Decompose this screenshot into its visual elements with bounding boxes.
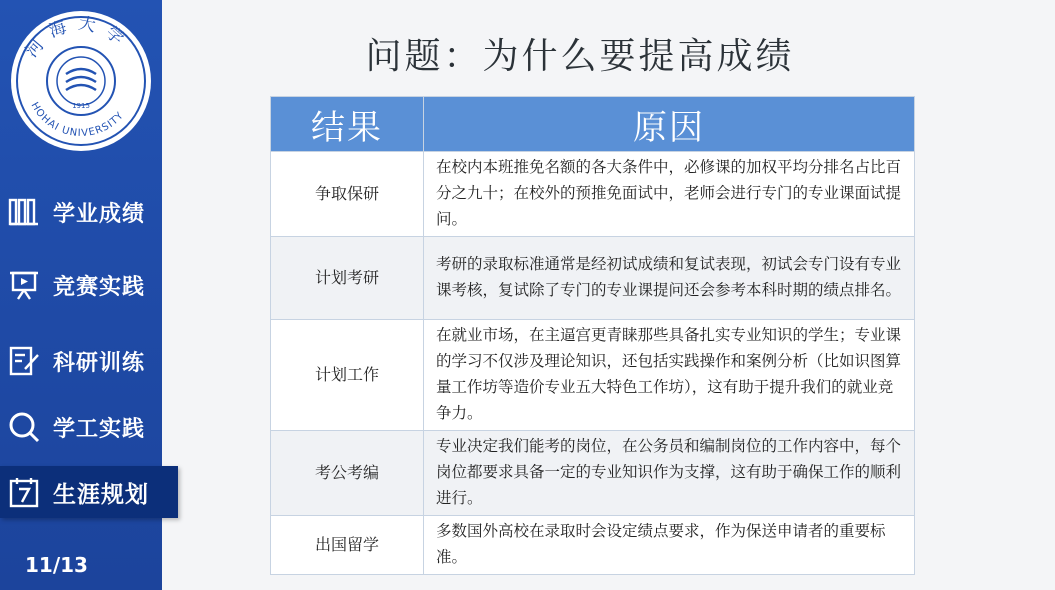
reason-cell: 在校内本班推免名额的各大条件中，必修课的加权平均分排名占比百分之九十；在校外的预推免面试中，老师会进行专门的专业课面试提问。 <box>424 152 915 237</box>
result-cell: 争取保研 <box>271 152 424 237</box>
result-cell: 出国留学 <box>271 516 424 575</box>
table-row <box>271 152 915 237</box>
sidebar-item-label: 学业成绩 <box>53 201 146 227</box>
sidebar-item-label: 学工实践 <box>53 416 146 442</box>
table-row <box>271 320 915 431</box>
column-header-reason: 原因 <box>424 97 915 152</box>
university-logo <box>8 8 154 154</box>
logo-year: 1915 <box>72 102 90 110</box>
result-cell: 考公考编 <box>271 431 424 516</box>
slide-title: 问题：为什么要提高成绩 <box>365 36 795 77</box>
table-row <box>271 431 915 516</box>
table-row <box>271 516 915 575</box>
reason-cell: 考研的录取标准通常是经初试成绩和复试表现，初试会专门设有专业课考核，复试除了专门的专业课提问还会参考本科时期的绩点排名。 <box>424 237 915 320</box>
magnifier-icon <box>7 410 41 444</box>
reason-cell: 专业决定我们能考的岗位，在公务员和编制岗位的工作内容中，每个岗位都要求具备一定的专业知识作为支撑，这有助于确保工作的顺利进行。 <box>424 431 915 516</box>
reason-cell: 多数国外高校在录取时会设定绩点要求，作为保送申请者的重要标准。 <box>424 516 915 575</box>
sidebar-item-label: 科研训练 <box>53 350 146 376</box>
logo-english-name: HOHAI UNIVERSITY <box>28 100 127 140</box>
sidebar <box>0 0 162 590</box>
reasons-table <box>270 96 915 575</box>
presentation-board-icon <box>7 268 41 302</box>
table-row <box>271 237 915 320</box>
table-header-row <box>271 97 915 152</box>
sidebar-item-career-planning[interactable] <box>0 466 178 518</box>
calendar-icon <box>7 475 41 509</box>
books-icon <box>7 195 41 229</box>
result-cell: 计划工作 <box>271 320 424 431</box>
logo-chinese-name: 河海大学 <box>21 13 135 62</box>
sidebar-item-student-work-practice[interactable] <box>0 401 162 453</box>
sidebar-item-label: 竞赛实践 <box>53 274 146 300</box>
sidebar-item-research-training[interactable] <box>0 335 162 387</box>
reason-cell: 在就业市场，在主逼宫更青睐那些具备扎实专业知识的学生；专业课的学习不仅涉及理论知识，还包括实践操作和案例分析（比如识图算量工作坊等造价专业五大特色工作坊），这有助于提升我们的就业竞争力。 <box>424 320 915 431</box>
sidebar-item-academic-grades[interactable] <box>0 186 162 238</box>
document-edit-icon <box>7 344 41 378</box>
sidebar-item-competition-practice[interactable] <box>0 259 162 311</box>
result-cell: 计划考研 <box>271 237 424 320</box>
page-indicator: 11/13 <box>25 553 88 577</box>
column-header-result: 结果 <box>271 97 424 152</box>
sidebar-item-label: 生涯规划 <box>53 481 149 508</box>
